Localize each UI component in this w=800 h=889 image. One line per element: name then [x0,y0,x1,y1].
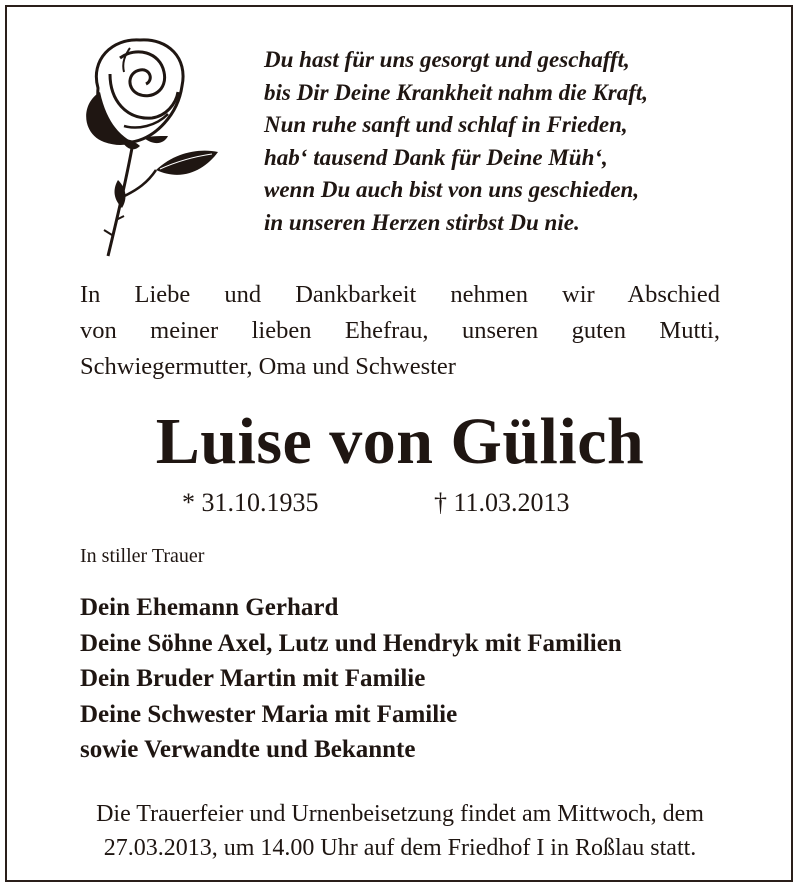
poem-line: bis Dir Deine Krankheit nahm die Kraft, [264,79,649,105]
intro-text [80,277,720,385]
poem [264,44,764,239]
deceased-name: Luise von Gülich [155,405,645,478]
family-list [80,590,780,768]
rose-icon [60,30,225,265]
funeral-line: Die Trauerfeier und Urnenbeisetzung findet am Mittwoch, dem [96,801,704,827]
family-member: Dein Bruder Martin mit Familie [80,665,426,692]
poem-line: hab‘ tausend Dank für Deine Müh‘, [264,144,608,170]
family-member: Dein Ehemann Gerhard [80,594,339,621]
family-member: Deine Söhne Axel, Lutz und Hendryk mit Familien [80,629,622,657]
funeral-line: 27.03.2013, um 14.00 Uhr auf dem Friedhof I in Roßlau statt. [103,835,697,861]
poem-line: in unseren Herzen stirbst Du nie. [264,209,580,235]
death-date: † 11.03.2013 [434,488,570,517]
poem-line: Nun ruhe sanft und schlaf in Frieden, [264,112,628,137]
family-member: Deine Schwester Maria mit Familie [80,700,458,728]
birth-date: * 31.10.1935 [182,488,319,517]
poem-line: Du hast für uns gesorgt und geschafft, [264,47,630,72]
poem-line: wenn Du auch bist von uns geschieden, [264,177,640,202]
family-member: sowie Verwandte und Bekannte [80,736,416,763]
intro-line: In Liebe und Dankbarkeit nehmen wir Abschied [80,281,720,308]
funeral-notice [0,797,800,865]
intro-line: von meiner lieben Ehefrau, unseren guten Mutti, [80,317,720,344]
intro-line: Schwiegermutter, Oma und Schwester [80,353,456,380]
mourning-label: In stiller Trauer [80,545,205,567]
